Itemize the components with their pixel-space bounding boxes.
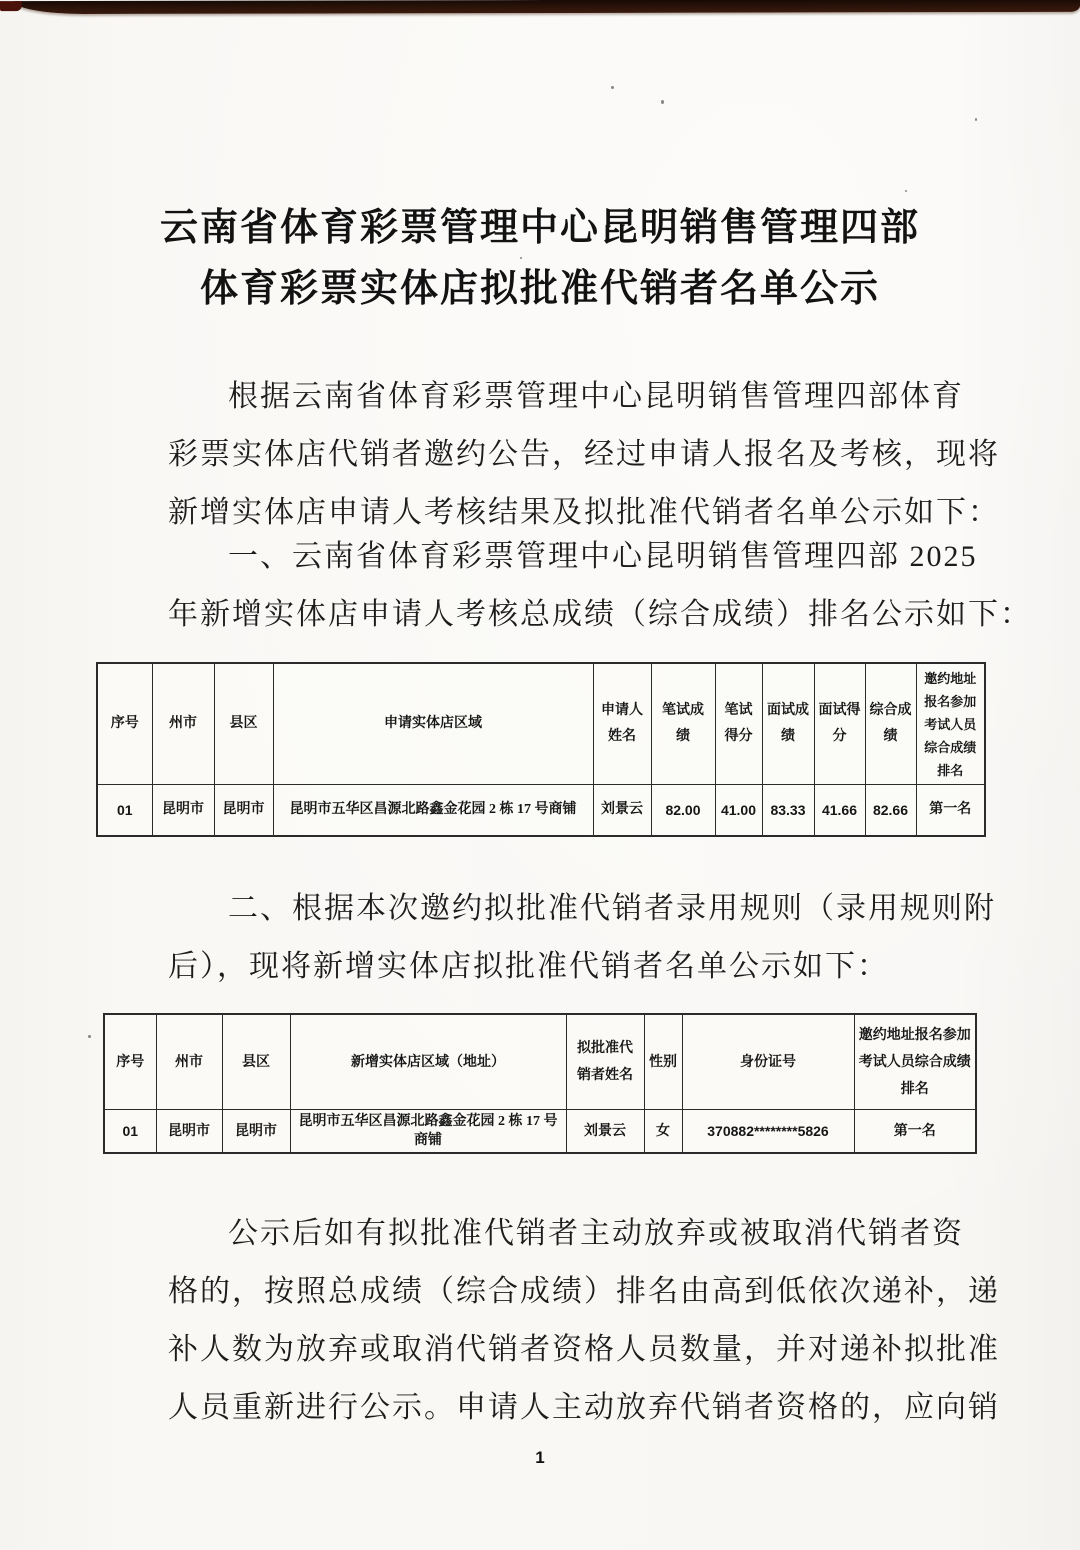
cell-written-points: 41.00: [715, 785, 762, 837]
column-header-county: 县区: [214, 663, 273, 785]
cell-id-number: 370882********5826: [682, 1110, 854, 1154]
column-header-interview-points: 面试得分: [814, 663, 865, 785]
cell-approved-agent-name: 刘景云: [566, 1110, 644, 1154]
column-header-written-score: 笔试成绩: [651, 663, 715, 785]
column-header-prefecture: 州市: [156, 1014, 222, 1110]
cell-interview-points: 41.66: [814, 785, 865, 837]
scan-speck: [88, 1035, 91, 1038]
closing-paragraph: [168, 1205, 1000, 1437]
paragraph-line: 公示后如有拟批准代销者主动放弃或被取消代销者资: [228, 1217, 964, 1250]
scan-artifact-top-band: [14, 0, 1080, 14]
paragraph-line: 二、根据本次邀约拟批准代销者录用规则（录用规则附: [228, 892, 996, 925]
cell-new-store-address: 昆明市五华区昌源北路鑫金花园 2 栋 17 号商铺: [290, 1110, 566, 1154]
paragraph-line: 根据云南省体育彩票管理中心昆明销售管理四部体育: [228, 380, 964, 413]
cell-ranking: 第一名: [854, 1110, 976, 1154]
approved-agents-table: [103, 1013, 977, 1154]
cell-ranking: 第一名: [916, 785, 985, 837]
paragraph-line: 年新增实体店申请人考核总成绩（综合成绩）排名公示如下：: [168, 598, 1032, 631]
cell-prefecture: 昆明市: [152, 785, 214, 837]
paragraph-line: 补人数为放弃或取消代销者资格人员数量，并对递补拟批准: [168, 1333, 1000, 1366]
table-header-row: [104, 1014, 976, 1110]
cell-applicant-name: 刘景云: [593, 785, 651, 837]
column-header-ranking: 邀约地址报名参加考试人员综合成绩排名: [916, 663, 985, 785]
cell-store-area: 昆明市五华区昌源北路鑫金花园 2 栋 17 号商铺: [273, 785, 593, 837]
column-header-seq: 序号: [97, 663, 152, 785]
section1-paragraph: [168, 528, 1032, 644]
cell-county: 昆明市: [214, 785, 273, 837]
document-title-line-2: 体育彩票实体店拟批准代销者名单公示: [199, 268, 880, 310]
column-header-approved-agent-name: 拟批准代销者姓名: [566, 1014, 644, 1110]
cell-gender: 女: [644, 1110, 682, 1154]
paragraph-line: 人员重新进行公示。申请人主动放弃代销者资格的，应向销: [168, 1391, 1000, 1424]
section2-paragraph: [168, 880, 996, 996]
cell-seq: 01: [104, 1110, 156, 1154]
cell-seq: 01: [97, 785, 152, 837]
page-number: 1: [535, 1448, 545, 1467]
column-header-applicant-name: 申请人姓名: [593, 663, 651, 785]
table-row: [97, 785, 985, 837]
column-header-seq: 序号: [104, 1014, 156, 1110]
column-header-id-number: 身份证号: [682, 1014, 854, 1110]
column-header-new-store-address: 新增实体店区域（地址）: [290, 1014, 566, 1110]
paragraph-line: 彩票实体店代销者邀约公告，经过申请人报名及考核，现将: [168, 438, 1000, 471]
table-header-row: [97, 663, 985, 785]
cell-written-score: 82.00: [651, 785, 715, 837]
column-header-store-area: 申请实体店区域: [273, 663, 593, 785]
cell-interview-score: 83.33: [762, 785, 814, 837]
scan-speck: [905, 190, 907, 192]
paragraph-line: 一、云南省体育彩票管理中心昆明销售管理四部 2025: [228, 540, 978, 573]
scan-speck: [661, 100, 664, 104]
paragraph-line: 后），现将新增实体店拟批准代销者名单公示如下：: [168, 950, 889, 983]
scan-speck: [611, 86, 614, 89]
score-ranking-table: [96, 662, 986, 837]
intro-paragraph: [168, 368, 1000, 542]
column-header-prefecture: 州市: [152, 663, 214, 785]
column-header-ranking: 邀约地址报名参加考试人员综合成绩排名: [854, 1014, 976, 1110]
column-header-interview-score: 面试成绩: [762, 663, 814, 785]
table-row: [104, 1110, 976, 1154]
cell-county: 昆明市: [222, 1110, 290, 1154]
cell-prefecture: 昆明市: [156, 1110, 222, 1154]
paragraph-line: 格的，按照总成绩（综合成绩）排名由高到低依次递补，递: [168, 1275, 1000, 1308]
column-header-written-points: 笔试得分: [715, 663, 762, 785]
document-title-line-1: 云南省体育彩票管理中心昆明销售管理四部: [159, 207, 920, 249]
column-header-county: 县区: [222, 1014, 290, 1110]
column-header-gender: 性别: [644, 1014, 682, 1110]
paragraph-line: 新增实体店申请人考核结果及拟批准代销者名单公示如下：: [168, 496, 1000, 529]
column-header-overall-score: 综合成绩: [865, 663, 916, 785]
cell-overall-score: 82.66: [865, 785, 916, 837]
document-title: [0, 198, 1080, 320]
scan-speck: [975, 118, 977, 121]
